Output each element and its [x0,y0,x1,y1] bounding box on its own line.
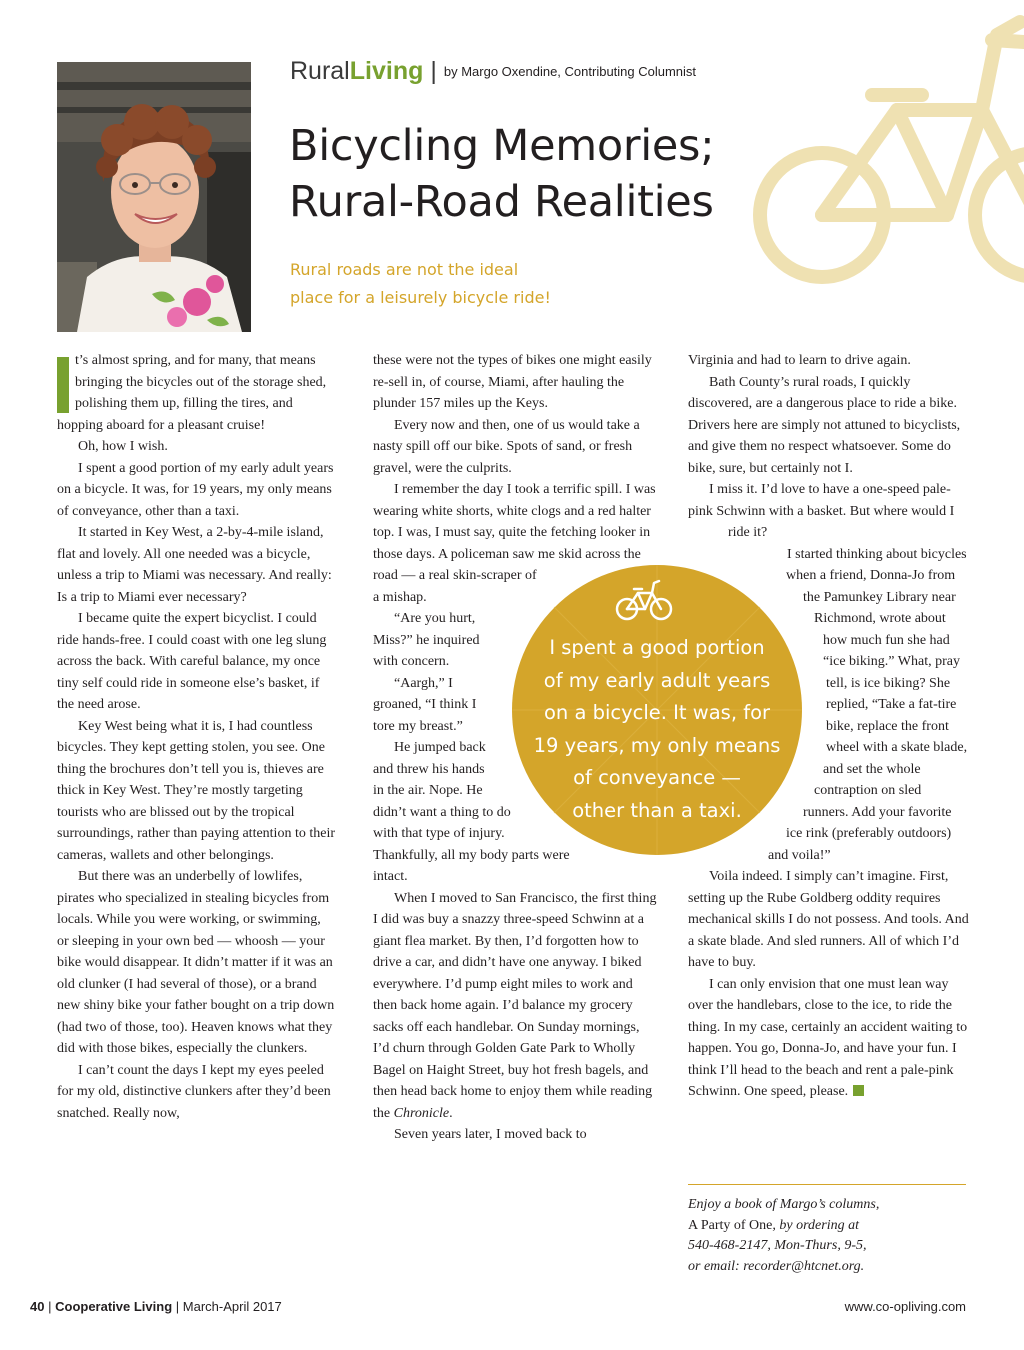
deck [290,256,610,312]
paragraph: I miss it. I’d love to have a one-speed pale-pink Schwinn with a basket. But where would I ride it? [688,482,955,540]
paragraph-text: When I moved to San Francisco, the first thing I did was buy a snazzy three-speed Schwinn at a giant flea market. By then, I’d forgotten how to drive a car, and didn’t have one anyway. I biked everywhere. I’d pump eight miles to work and then back home again. I’d balance my grocery sacks off each handlebar. On Sunday mornings, I’d churn through Golden Gate Park to Wholly Bagel on Haight Street, buy hot fresh bagels, and then head back home to enjoy them while reading the [373,890,657,1121]
kicker-living: Living [349,57,424,85]
newspaper-title: Chronicle [393,1105,450,1121]
column-1 [57,350,335,1124]
paragraph: I remember the day I took a terrific spill. I was wearing white shorts, white clogs and a red halter top. I was, I must say, quite the fetching looker in those days. A policeman saw me skid across the road — a real skin-scraper of a mishap. [373,482,656,605]
pullquote-line: of conveyance — [573,766,741,789]
byline: by Margo Oxendine, Contributing Columnist [443,64,697,79]
book-promo [688,1195,970,1277]
kicker-separator: | [430,57,437,85]
paragraph: Virginia and had to learn to drive again. [688,353,911,368]
deck-line-1: Rural roads are not the ideal [290,260,519,279]
paragraph-end: . [449,1105,453,1121]
paragraph [373,888,658,1125]
paragraph: I started thinking about bicycles when a friend, Donna-Jo from the Pamunkey Library near Richmond, wrote about how much fun she had “ice biking.” What, pray tell, is ice biking? She replied, “Take a fat-tire bike, replace the front wheel with a skate blade, and set the whole contraption on sled runners. Add your favorite ice rink (preferably outdoors) and voila!” [768,546,968,863]
paragraph: I became quite the expert bicyclist. I could ride hands-free. I could coast with one leg slung across the back. With careful balance, my once tiny self could ride in someone else’s basket, if the need arose. [57,611,327,712]
paragraph: Bath County’s rural roads, I quickly discovered, are a dangerous place to ride a bike. Drivers here are simply not attuned to bicyclists, and give them no respect whatsoever. Some do bike, sure, but certainly not I. [688,374,961,476]
pullquote-line: other than a taxi. [572,798,742,822]
promo-text: , by ordering at [772,1217,859,1233]
paragraph: Voila indeed. I simply can’t imagine. First, setting up the Rube Goldberg oddity requires mechanical skills I do not possess. And tools. And a skate blade. And sled runners. All of which I’d have to buy. [688,869,969,970]
author-photo [57,62,251,332]
issue-date: March-April 2017 [182,1299,282,1314]
paragraph: Every now and then, one of us would take a nasty spill off our bike. Spots of sand, or fresh gravel, were the culprits. [373,417,640,476]
bicycle-illustration-icon [752,0,1024,330]
footer-separator: | [175,1299,180,1314]
promo-divider [688,1184,966,1185]
headline-line-2: Rural-Road Realities [289,177,714,227]
promo-line [688,1216,970,1237]
paragraph: He jumped back and threw his hands in the air. Nope. He didn’t want a thing to do with that type of injury. Thankfully, all my body parts were intact. [373,740,570,884]
paragraph: Oh, how I wish. [78,439,168,454]
pullquote-line: on a bicycle. It was, for [543,701,771,724]
drop-cap-bar [57,357,69,413]
deck-line-2: place for a leisurely bicycle ride! [290,288,551,307]
paragraph: “Are you hurt, Miss?” he inquired with concern. [373,611,480,669]
headline-line-1: Bicycling Memories; [289,121,715,171]
pullquote-line: 19 years, my only means [533,733,781,757]
square-end-mark-icon [853,1085,864,1096]
paragraph: I can’t count the days I kept my eyes peeled for my old, distinctive clunkers after they’d been snatched. Really now, [57,1062,331,1121]
paragraph: these were not the types of bikes one might easily re-sell in, of course, Miami, after hauling the plunder 157 miles up the Keys. [373,353,652,411]
promo-line: 540-468-2147, Mon-Thurs, 9-5, [688,1238,867,1253]
column-kicker [290,57,696,86]
magazine-name: Cooperative Living [55,1299,173,1314]
promo-line: Enjoy a book of Margo’s columns, [688,1197,880,1212]
book-title: A Party of One [688,1217,773,1233]
paragraph: But there was an underbelly of lowlifes, pirates who specialized in stealing bicycles from locals. While you were working, or swimming, or sleeping in your own bed — whoosh — your bike would disappear. It didn’t matter if it was an old clunker (I had several of those), or a brand new shiny bike your father bought on a trip down (had two of those, too). Heaven knows what they did with those bikes, especially the clunkers. [57,869,335,1056]
paragraph: It started in Key West, a 2-by-4-mile island, flat and lovely. All one needed was a bicycle, unless a trip to Miami was necessary. And really: Is a trip to Miami ever necessary? [57,525,332,605]
paragraph [688,974,970,1103]
paragraph: Seven years later, I moved back to [394,1127,587,1142]
page-number: 40 [30,1299,45,1314]
paragraph: t’s almost spring, and for many, that means bringing the bicycles out of the storage shed, polishing them up, filling the tires, and hopping aboard for a pleasant cruise! [57,353,327,433]
paragraph-text: I can only envision that one must lean way over the handlebars, close to the ice, to ride the thing. In my case, certainly an accident waiting to happen. You go, Donna-Jo, and have your fun. I think I’ll head to the beach and rent a pale-pink Schwinn. One speed, please. [688,976,968,1099]
pullquote-text [527,632,787,827]
bicycle-icon [614,575,674,625]
pullquote-line: of my early adult years [543,668,771,692]
page-footer [30,1299,282,1314]
kicker-rural: Rural [290,57,350,85]
footer-separator: | [48,1299,52,1314]
pullquote-line: I spent a good portion [549,636,765,659]
paragraph: “Aargh,” I groaned, “I think I tore my breast.” [373,675,477,734]
promo-line: or email: recorder@htcnet.org. [688,1258,865,1274]
paragraph: Key West being what it is, I had countless bicycles. They kept getting stolen, you see. One thing the brochures don’t tell you is, thieves are thick in Key West. They’re mostly targeting tourists who are blissed out by the tropical surroundings, rather than paying attention to their cameras, wallets and other belongings. [57,718,335,863]
paragraph: I spent a good portion of my early adult years on a bicycle. It was, for 19 years, my only means of conveyance, other than a taxi. [57,460,334,519]
website-link[interactable]: www.co-opliving.com [844,1299,966,1314]
